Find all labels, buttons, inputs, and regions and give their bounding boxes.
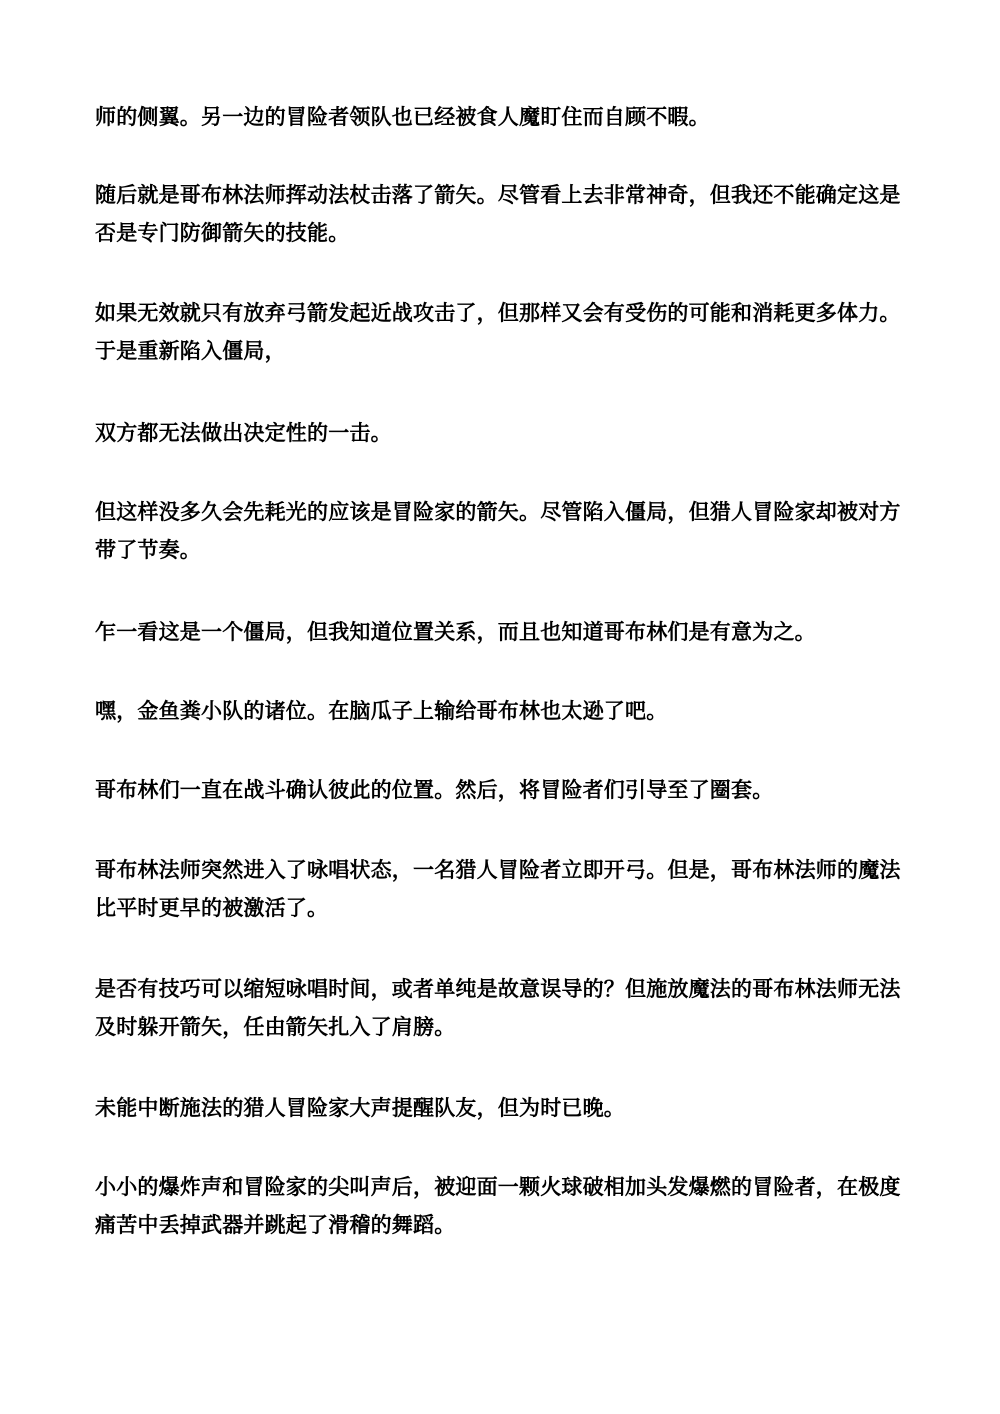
paragraph-7: 嘿，金鱼粪小队的诸位。在脑瓜子上输给哥布林也太逊了吧。 xyxy=(95,699,668,723)
paragraph-4: 双方都无法做出决定性的一击。 xyxy=(95,421,392,445)
paragraph-6: 乍一看这是一个僵局，但我知道位置关系，而且也知道哥布林们是有意为之。 xyxy=(95,620,816,644)
paragraph-1: 师的侧翼。另一边的冒险者领队也已经被食人魔盯住而自顾不暇。 xyxy=(95,105,710,129)
paragraph-9: 哥布林法师突然进入了咏唱状态，一名猎人冒险者立即开弓。但是，哥布林法师的魔法比平时更早的被激活了。 xyxy=(95,858,901,920)
paragraph-10: 是否有技巧可以缩短咏唱时间，或者单纯是故意误导的？但施放魔法的哥布林法师无法及时躲开箭矢，任由箭矢扎入了肩膀。 xyxy=(95,977,901,1039)
paragraph-12: 小小的爆炸声和冒险家的尖叫声后，被迎面一颗火球破相加头发爆燃的冒险者，在极度痛苦中丢掉武器并跳起了滑稽的舞蹈。 xyxy=(95,1175,901,1237)
paragraph-2: 随后就是哥布林法师挥动法杖击落了箭矢。尽管看上去非常神奇，但我还不能确定这是否是专门防御箭矢的技能。 xyxy=(95,183,901,245)
paragraph-3: 如果无效就只有放弃弓箭发起近战攻击了，但那样又会有受伤的可能和消耗更多体力。于是重新陷入僵局， xyxy=(95,301,901,363)
paragraph-8: 哥布林们一直在战斗确认彼此的位置。然后，将冒险者们引导至了圈套。 xyxy=(95,778,774,802)
paragraph-11: 未能中断施法的猎人冒险家大声提醒队友，但为时已晚。 xyxy=(95,1096,625,1120)
paragraph-5: 但这样没多久会先耗光的应该是冒险家的箭矢。尽管陷入僵局，但猎人冒险家却被对方带了节奏。 xyxy=(95,500,901,562)
